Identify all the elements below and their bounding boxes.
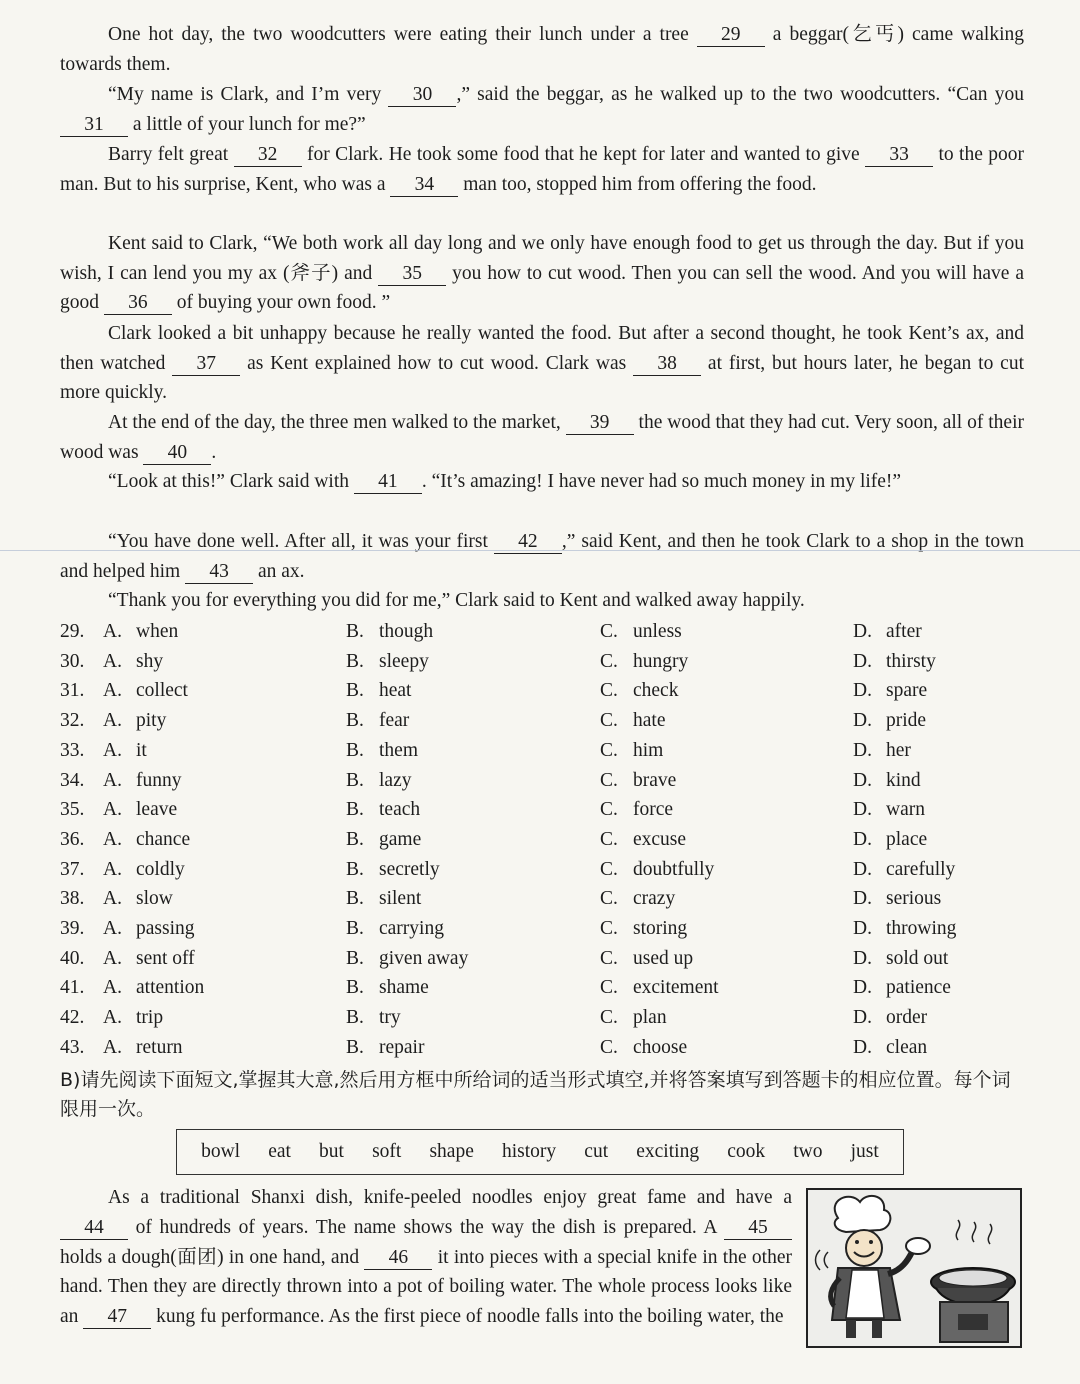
question-row	[60, 855, 1040, 885]
option-letter: B.	[346, 680, 364, 702]
option-letter: B.	[346, 621, 364, 642]
option-b[interactable]	[346, 706, 409, 736]
passage-text: “Thank you for everything you did for me,” Clark said to Kent and walked away happily.	[108, 590, 805, 611]
option-letter: A.	[103, 799, 122, 821]
answer-blank[interactable]: 38	[633, 353, 701, 376]
passage-text: “My name is Clark, and I’m very	[108, 84, 389, 105]
option-letter: A.	[103, 710, 122, 732]
answer-blank[interactable]: 40	[143, 442, 211, 465]
option-letter: A.	[103, 739, 122, 761]
option-letter: D.	[853, 888, 872, 910]
option-a[interactable]	[103, 795, 177, 825]
option-letter: D.	[853, 621, 872, 642]
option-letter: D.	[853, 947, 872, 969]
option-text: check	[633, 680, 679, 702]
option-letter: C.	[600, 858, 618, 880]
question-row	[60, 914, 1040, 944]
option-a[interactable]	[103, 736, 147, 766]
option-d[interactable]	[853, 766, 921, 796]
passage-paragraph	[60, 229, 1024, 318]
option-text: serious	[886, 888, 942, 910]
option-letter: A.	[103, 918, 122, 939]
passage-text: “Look at this!” Clark said with	[108, 471, 354, 492]
option-text: used up	[633, 947, 694, 969]
option-letter: B.	[346, 769, 364, 791]
passage-paragraph	[60, 80, 1024, 139]
option-letter: B.	[346, 799, 364, 821]
option-letter: B.	[346, 710, 364, 732]
option-text: given away	[379, 947, 469, 969]
passage-paragraph	[60, 319, 1024, 408]
passage-text: the wood that they had cut. Very soon, all of their wood was	[60, 412, 1024, 463]
option-d[interactable]	[853, 736, 911, 766]
option-text: try	[379, 1007, 401, 1029]
question-row	[60, 766, 1040, 796]
word-bank-item: but	[319, 1141, 344, 1162]
question-number: 43.	[60, 1036, 85, 1058]
passage-text: kung fu performance. As the first piece of noodle falls into the boiling water, the	[151, 1306, 784, 1328]
option-d[interactable]	[853, 973, 951, 1003]
option-b[interactable]	[346, 1003, 401, 1033]
answer-blank[interactable]: 45	[724, 1217, 792, 1240]
question-number: 34.	[60, 769, 85, 791]
option-c[interactable]	[600, 676, 678, 706]
option-c[interactable]	[600, 795, 673, 825]
passage-paragraph	[60, 408, 1024, 467]
answer-blank[interactable]: 29	[697, 24, 765, 47]
question-row	[60, 1003, 1040, 1033]
option-text: excuse	[633, 828, 687, 850]
option-d[interactable]	[853, 855, 955, 885]
passage-text: As a traditional Shanxi dish, knife-peeled noodles enjoy great fame and have a	[108, 1187, 792, 1208]
word-bank-item: bowl	[201, 1141, 241, 1162]
answer-blank[interactable]: 33	[865, 144, 933, 167]
option-text: them	[379, 739, 418, 761]
option-text: chance	[136, 828, 191, 850]
option-letter: C.	[600, 710, 618, 732]
option-text: shy	[136, 650, 164, 672]
answer-blank[interactable]: 30	[388, 84, 456, 107]
option-text: pride	[886, 710, 927, 732]
answer-blank[interactable]: 39	[566, 412, 634, 435]
option-b[interactable]	[346, 855, 440, 885]
option-text: sleepy	[379, 650, 429, 672]
option-letter: A.	[103, 1007, 122, 1029]
option-text: pity	[136, 710, 167, 732]
option-letter: A.	[103, 858, 122, 880]
question-number: 38.	[60, 888, 85, 910]
option-text: when	[136, 621, 179, 642]
option-letter: A.	[103, 977, 122, 999]
option-c[interactable]	[600, 944, 693, 974]
option-letter: D.	[853, 1036, 872, 1058]
option-text: trip	[136, 1007, 164, 1029]
option-d[interactable]	[853, 676, 927, 706]
option-letter: A.	[103, 650, 122, 672]
chef-illustration	[806, 1188, 1022, 1348]
option-letter: D.	[853, 977, 872, 999]
option-b[interactable]	[346, 736, 418, 766]
option-d[interactable]	[853, 647, 936, 677]
option-c[interactable]	[600, 736, 663, 766]
option-b[interactable]	[346, 766, 411, 796]
question-row	[60, 706, 1040, 736]
option-letter: C.	[600, 799, 618, 821]
answer-blank[interactable]: 31	[60, 114, 128, 137]
option-letter: B.	[346, 828, 364, 850]
option-text: fear	[379, 710, 410, 732]
option-text: choose	[633, 1036, 688, 1058]
option-letter: C.	[600, 621, 618, 642]
option-b[interactable]	[346, 647, 429, 677]
option-d[interactable]	[853, 825, 927, 855]
option-d[interactable]	[853, 795, 925, 825]
passage-b	[60, 1183, 792, 1332]
question-number: 41.	[60, 977, 85, 999]
option-b[interactable]	[346, 617, 433, 647]
passage-text: of buying your own food. ”	[171, 292, 391, 314]
option-a[interactable]	[103, 676, 188, 706]
answer-blank[interactable]: 35	[378, 263, 446, 286]
word-bank-item: two	[793, 1141, 823, 1162]
passage-paragraph	[60, 140, 1024, 199]
option-letter: C.	[600, 918, 618, 939]
passage-text: holds a dough(面团) in one hand, and	[60, 1246, 365, 1268]
question-row	[60, 617, 1040, 647]
option-letter: D.	[853, 739, 872, 761]
option-text: place	[886, 828, 928, 850]
option-letter: D.	[853, 650, 872, 672]
option-letter: A.	[103, 621, 122, 642]
option-text: unless	[633, 621, 682, 642]
option-b[interactable]	[346, 676, 411, 706]
option-c[interactable]	[600, 1033, 687, 1063]
option-letter: C.	[600, 888, 618, 910]
answer-blank[interactable]: 46	[364, 1247, 432, 1270]
option-text: game	[379, 828, 422, 850]
passage-text: Barry felt great	[108, 144, 234, 165]
passage-text: of hundreds of years. The name shows the way the dish is prepared. A	[128, 1216, 724, 1238]
question-number: 39.	[60, 918, 85, 939]
option-text: silent	[379, 888, 422, 910]
option-c[interactable]	[600, 825, 686, 855]
word-bank-item: cut	[584, 1141, 609, 1162]
option-d[interactable]	[853, 1003, 927, 1033]
option-text: carefully	[886, 858, 956, 880]
passage-text: a little of your lunch for me?”	[128, 113, 366, 135]
option-d[interactable]	[853, 944, 948, 974]
answer-blank[interactable]: 37	[172, 353, 240, 376]
word-bank-item: history	[502, 1141, 557, 1162]
option-c[interactable]	[600, 855, 714, 885]
option-a[interactable]	[103, 944, 195, 974]
option-letter: A.	[103, 947, 122, 969]
answer-blank[interactable]: 42	[494, 531, 562, 554]
option-text: shame	[379, 977, 429, 999]
answer-blank[interactable]: 34	[390, 174, 458, 197]
option-letter: B.	[346, 739, 364, 761]
word-bank-item: exciting	[636, 1141, 700, 1162]
option-letter: D.	[853, 858, 872, 880]
option-a[interactable]	[103, 825, 190, 855]
option-text: slow	[136, 888, 173, 910]
option-text: lazy	[379, 769, 412, 791]
word-bank-item: cook	[727, 1141, 766, 1162]
question-row	[60, 825, 1040, 855]
option-text: sold out	[886, 947, 949, 969]
question-row	[60, 973, 1040, 1003]
option-text: storing	[633, 918, 688, 939]
option-c[interactable]	[600, 914, 687, 944]
option-letter: B.	[346, 888, 364, 910]
question-row	[60, 676, 1040, 706]
passage-text: it into pieces with a special knife in the other hand. Then they are directly thrown into a pot of boiling water. The whole process looks like an	[60, 1246, 792, 1328]
option-text: thirsty	[886, 650, 936, 672]
question-number: 40.	[60, 947, 85, 969]
option-text: funny	[136, 769, 182, 791]
answer-blank[interactable]: 32	[234, 144, 302, 167]
passage-paragraph	[60, 527, 1024, 586]
option-c[interactable]	[600, 647, 688, 677]
option-a[interactable]	[103, 617, 178, 647]
passage-text: man too, stopped him from offering the food.	[458, 173, 817, 195]
option-letter: C.	[600, 1036, 618, 1058]
section-b-instruction: B)请先阅读下面短文,掌握其大意,然后用方框中所给词的适当形式填空,并将答案填写到答题卡的相应位置。每个词限用一次。	[60, 1069, 1011, 1120]
question-number: 37.	[60, 858, 85, 880]
option-text: heat	[379, 680, 412, 702]
option-a[interactable]	[103, 766, 182, 796]
passage-text: an ax.	[253, 560, 305, 582]
option-b[interactable]	[346, 944, 468, 974]
question-row	[60, 944, 1040, 974]
passage-text: .	[211, 441, 217, 463]
option-d[interactable]	[853, 617, 922, 647]
option-text: him	[633, 739, 664, 761]
option-text: brave	[633, 769, 677, 791]
answer-blank[interactable]: 47	[83, 1306, 151, 1329]
option-text: secretly	[379, 858, 440, 880]
option-a[interactable]	[103, 647, 163, 677]
option-letter: B.	[346, 650, 364, 672]
question-number: 29.	[60, 621, 85, 642]
option-letter: C.	[600, 1007, 618, 1029]
option-b[interactable]	[346, 1033, 424, 1063]
option-text: hungry	[633, 650, 689, 672]
option-letter: C.	[600, 828, 618, 850]
option-c[interactable]	[600, 706, 665, 736]
option-text: spare	[886, 680, 928, 702]
option-c[interactable]	[600, 884, 675, 914]
option-a[interactable]	[103, 973, 204, 1003]
option-text: warn	[886, 799, 925, 821]
option-letter: A.	[103, 680, 122, 702]
option-d[interactable]	[853, 1033, 927, 1063]
option-letter: B.	[346, 918, 364, 939]
option-letter: B.	[346, 947, 364, 969]
option-letter: B.	[346, 858, 364, 880]
option-text: carrying	[379, 918, 444, 939]
answer-blank[interactable]: 44	[60, 1217, 128, 1240]
option-letter: C.	[600, 769, 618, 791]
option-text: collect	[136, 680, 188, 702]
option-b[interactable]	[346, 914, 444, 944]
option-letter: B.	[346, 977, 364, 999]
question-row	[60, 884, 1040, 914]
passage-text: “You have done well. After all, it was your first	[108, 531, 494, 552]
option-letter: C.	[600, 739, 618, 761]
question-number: 32.	[60, 710, 85, 732]
question-row	[60, 795, 1040, 825]
option-text: sent off	[136, 947, 195, 969]
option-c[interactable]	[600, 973, 719, 1003]
option-d[interactable]	[853, 914, 956, 944]
option-text: repair	[379, 1036, 425, 1058]
word-bank-item: eat	[268, 1141, 291, 1162]
passage-text: for Clark. He took some food that he kept for later and wanted to give	[301, 144, 866, 165]
option-text: throwing	[886, 918, 957, 939]
passage-paragraph	[60, 467, 1024, 497]
option-b[interactable]	[346, 825, 421, 855]
question-number: 31.	[60, 680, 85, 702]
option-c[interactable]	[600, 617, 682, 647]
option-letter: C.	[600, 650, 618, 672]
answer-blank[interactable]: 43	[185, 561, 253, 584]
option-text: teach	[379, 799, 421, 821]
option-c[interactable]	[600, 1003, 667, 1033]
question-row	[60, 1033, 1040, 1063]
answer-blank[interactable]: 36	[104, 292, 172, 315]
passage-text: . “It’s amazing! I have never had so much money in my life!”	[421, 471, 902, 492]
word-bank-item: shape	[429, 1141, 474, 1162]
option-text: after	[886, 621, 922, 642]
option-b[interactable]	[346, 884, 421, 914]
question-number: 33.	[60, 739, 85, 761]
passage-text: ,” said Kent, and then he took Clark to a shop in the town and helped him	[60, 531, 1025, 582]
option-b[interactable]	[346, 795, 420, 825]
option-text: though	[379, 621, 434, 642]
option-text: it	[136, 739, 147, 761]
option-a[interactable]	[103, 706, 166, 736]
option-letter: A.	[103, 888, 122, 910]
word-bank-item: soft	[372, 1141, 402, 1162]
fold-line	[0, 550, 1080, 551]
passage-text: at first, but hours later, he began to cut more quickly.	[60, 352, 1024, 404]
option-letter: B.	[346, 1036, 364, 1058]
question-row	[60, 736, 1040, 766]
option-d[interactable]	[853, 884, 941, 914]
question-number: 42.	[60, 1007, 85, 1029]
option-text: hate	[633, 710, 666, 732]
option-text: excitement	[633, 977, 719, 999]
word-bank-item: just	[850, 1141, 879, 1162]
option-text: attention	[136, 977, 205, 999]
passage-text: a beggar(乞丐) came walking towards them.	[60, 24, 1024, 75]
word-bank-box	[176, 1129, 904, 1175]
option-letter: D.	[853, 799, 872, 821]
option-letter: C.	[600, 947, 618, 969]
option-letter: B.	[346, 1007, 364, 1029]
option-letter: A.	[103, 1036, 122, 1058]
option-c[interactable]	[600, 766, 676, 796]
passage-text: One hot day, the two woodcutters were eating their lunch under a tree	[108, 24, 697, 45]
option-b[interactable]	[346, 973, 429, 1003]
option-d[interactable]	[853, 706, 926, 736]
passage-text: as Kent explained how to cut wood. Clark was	[240, 352, 634, 374]
option-text: coldly	[136, 858, 185, 880]
option-letter: D.	[853, 828, 872, 850]
option-text: patience	[886, 977, 951, 999]
option-letter: C.	[600, 977, 618, 999]
question-row	[60, 647, 1040, 677]
passage-text: Kent said to Clark, “We both work all day long and we only have enough food to get us through the day. But if you wish, I can lend you my ax (斧子) and	[60, 233, 1024, 284]
passage-text: you how to cut wood. Then you can sell the wood. And you will have a good	[60, 262, 1024, 314]
option-letter: D.	[853, 680, 872, 702]
option-a[interactable]	[103, 914, 195, 944]
option-letter: D.	[853, 1007, 872, 1029]
option-text: her	[886, 739, 911, 761]
option-text: return	[136, 1036, 183, 1058]
passage-paragraph	[60, 20, 1024, 79]
option-letter: D.	[853, 710, 872, 732]
option-letter: A.	[103, 769, 122, 791]
option-text: clean	[886, 1036, 928, 1058]
question-number: 36.	[60, 828, 85, 850]
option-text: crazy	[633, 888, 676, 910]
option-text: doubtfully	[633, 858, 715, 880]
option-text: leave	[136, 799, 178, 821]
question-number: 30.	[60, 650, 85, 672]
option-text: kind	[886, 769, 921, 791]
option-letter: D.	[853, 918, 872, 939]
answer-blank[interactable]: 41	[354, 471, 422, 494]
option-a[interactable]	[103, 1033, 183, 1063]
passage-text: Clark looked a bit unhappy because he really wanted the food. But after a second thought, he took Kent’s ax, and then watched	[60, 323, 1024, 374]
passage-text: to the poor man. But to his surprise, Kent, who was a	[60, 144, 1025, 195]
option-text: force	[633, 799, 674, 821]
option-a[interactable]	[103, 855, 185, 885]
passage-text: At the end of the day, the three men walked to the market,	[108, 412, 566, 433]
option-text: order	[886, 1007, 928, 1029]
passage-text: ,” said the beggar, as he walked up to the two woodcutters. “Can you	[456, 84, 1024, 105]
option-letter: A.	[103, 828, 122, 850]
question-number: 35.	[60, 799, 85, 821]
option-letter: D.	[853, 769, 872, 791]
option-text: passing	[136, 918, 195, 939]
option-a[interactable]	[103, 1003, 163, 1033]
option-a[interactable]	[103, 884, 173, 914]
passage-paragraph	[60, 586, 1024, 616]
option-letter: C.	[600, 680, 618, 702]
option-text: plan	[633, 1007, 667, 1029]
chef-cooking-image	[808, 1190, 1020, 1346]
